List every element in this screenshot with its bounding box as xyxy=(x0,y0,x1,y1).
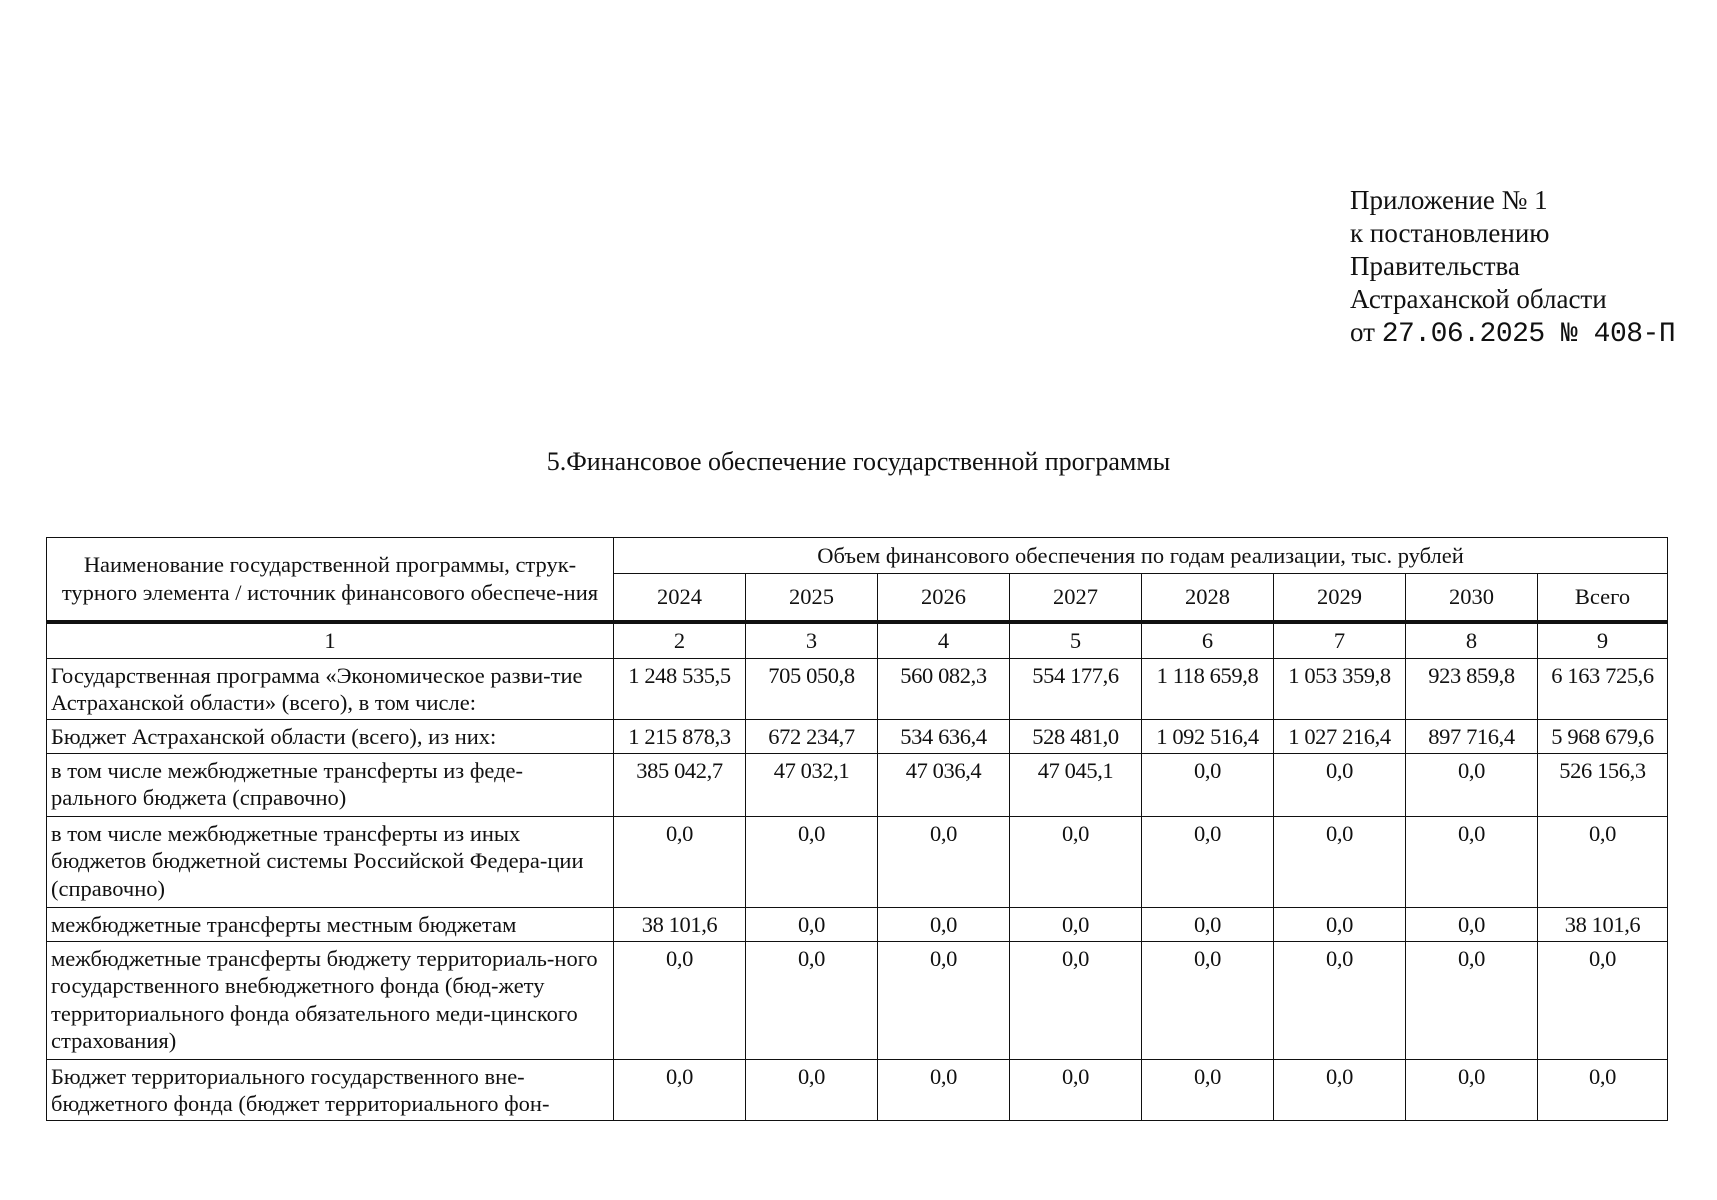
column-number: 4 xyxy=(878,622,1010,659)
row-value: 0,0 xyxy=(1406,1059,1538,1120)
table-row xyxy=(47,941,1668,1059)
row-value: 0,0 xyxy=(878,907,1010,941)
column-number: 8 xyxy=(1406,622,1538,659)
table-row xyxy=(47,753,1668,816)
row-value: 0,0 xyxy=(1274,907,1406,941)
table-row xyxy=(47,658,1668,719)
row-name: межбюджетные трансферты бюджету территориаль-ного государственного внебюджетного фонда (бюд-жету территориального фонда обязательного меди-цинского страхования) xyxy=(47,941,614,1059)
row-value: 1 215 878,3 xyxy=(614,719,746,753)
name-column-header: Наименование государственной программы, струк-турного элемента / источник финансового обеспече-ния xyxy=(47,538,614,622)
row-value: 47 032,1 xyxy=(746,753,878,816)
column-number: 1 xyxy=(47,622,614,659)
row-value: 0,0 xyxy=(1010,907,1142,941)
row-name: межбюджетные трансферты местным бюджетам xyxy=(47,907,614,941)
appendix-date-prefix: от xyxy=(1350,317,1375,347)
row-value: 0,0 xyxy=(1142,753,1274,816)
year-header: 2026 xyxy=(878,574,1010,622)
row-value: 0,0 xyxy=(1406,816,1538,907)
row-total: 526 156,3 xyxy=(1538,753,1668,816)
row-value: 47 045,1 xyxy=(1010,753,1142,816)
appendix-line-3: Правительства xyxy=(1350,251,1520,281)
row-name: в том числе межбюджетные трансферты из феде-рального бюджета (справочно) xyxy=(47,753,614,816)
row-value: 0,0 xyxy=(746,816,878,907)
row-value: 0,0 xyxy=(746,941,878,1059)
row-name: Государственная программа «Экономическое разви-тие Астраханской области» (всего), в том числе: xyxy=(47,658,614,719)
row-value: 0,0 xyxy=(614,1059,746,1120)
row-value: 1 053 359,8 xyxy=(1274,658,1406,719)
row-value: 0,0 xyxy=(1274,941,1406,1059)
appendix-line-1: Приложение № 1 xyxy=(1350,185,1548,215)
appendix-date-number: 27.06.2025 № 408-П xyxy=(1381,319,1676,350)
row-total: 0,0 xyxy=(1538,816,1668,907)
table-row xyxy=(47,907,1668,941)
row-value: 534 636,4 xyxy=(878,719,1010,753)
row-value: 0,0 xyxy=(614,941,746,1059)
row-value: 47 036,4 xyxy=(878,753,1010,816)
row-value: 528 481,0 xyxy=(1010,719,1142,753)
row-value: 672 234,7 xyxy=(746,719,878,753)
column-number: 7 xyxy=(1274,622,1406,659)
row-total: 5 968 679,6 xyxy=(1538,719,1668,753)
appendix-line-2: к постановлению xyxy=(1350,218,1550,248)
row-value: 0,0 xyxy=(1142,1059,1274,1120)
row-total: 0,0 xyxy=(1538,941,1668,1059)
row-value: 0,0 xyxy=(1406,753,1538,816)
row-value: 38 101,6 xyxy=(614,907,746,941)
column-number: 3 xyxy=(746,622,878,659)
row-value: 554 177,6 xyxy=(1010,658,1142,719)
section-title: 5.Финансовое обеспечение государственной программы xyxy=(546,447,1171,476)
row-value: 0,0 xyxy=(746,1059,878,1120)
column-number-row xyxy=(47,622,1668,659)
row-value: 0,0 xyxy=(1406,941,1538,1059)
row-value: 897 716,4 xyxy=(1406,719,1538,753)
column-number: 6 xyxy=(1142,622,1274,659)
row-total: 6 163 725,6 xyxy=(1538,658,1668,719)
year-header: 2024 xyxy=(614,574,746,622)
appendix-block xyxy=(1350,184,1675,351)
table-row xyxy=(47,719,1668,753)
row-value: 0,0 xyxy=(878,1059,1010,1120)
row-value: 0,0 xyxy=(1010,816,1142,907)
row-total: 0,0 xyxy=(1538,1059,1668,1120)
year-header: 2025 xyxy=(746,574,878,622)
row-value: 0,0 xyxy=(1274,816,1406,907)
total-header: Всего xyxy=(1538,574,1668,622)
appendix-line-5 xyxy=(1350,316,1675,351)
row-name: Бюджет территориального государственного вне-бюджетного фонда (бюджет территориального фон- xyxy=(47,1059,614,1120)
column-number: 2 xyxy=(614,622,746,659)
row-name: Бюджет Астраханской области (всего), из них: xyxy=(47,719,614,753)
row-value: 1 248 535,5 xyxy=(614,658,746,719)
row-value: 1 092 516,4 xyxy=(1142,719,1274,753)
appendix-line-4: Астраханской области xyxy=(1350,284,1607,314)
row-value: 0,0 xyxy=(746,907,878,941)
row-value: 560 082,3 xyxy=(878,658,1010,719)
year-header: 2029 xyxy=(1274,574,1406,622)
row-value: 0,0 xyxy=(1274,753,1406,816)
row-value: 705 050,8 xyxy=(746,658,878,719)
row-value: 0,0 xyxy=(1142,816,1274,907)
year-header: 2028 xyxy=(1142,574,1274,622)
table-row xyxy=(47,1059,1668,1120)
row-value: 385 042,7 xyxy=(614,753,746,816)
row-value: 923 859,8 xyxy=(1406,658,1538,719)
header-row-top xyxy=(47,538,1668,574)
row-value: 0,0 xyxy=(1142,941,1274,1059)
row-value: 1 118 659,8 xyxy=(1142,658,1274,719)
row-value: 0,0 xyxy=(614,816,746,907)
financing-table xyxy=(46,537,1668,1121)
year-header: 2027 xyxy=(1010,574,1142,622)
row-value: 1 027 216,4 xyxy=(1274,719,1406,753)
column-number: 5 xyxy=(1010,622,1142,659)
row-total: 38 101,6 xyxy=(1538,907,1668,941)
row-name: в том числе межбюджетные трансферты из иных бюджетов бюджетной системы Российской Федера-ции (справочно) xyxy=(47,816,614,907)
row-value: 0,0 xyxy=(1142,907,1274,941)
row-value: 0,0 xyxy=(878,816,1010,907)
row-value: 0,0 xyxy=(878,941,1010,1059)
column-number: 9 xyxy=(1538,622,1668,659)
row-value: 0,0 xyxy=(1406,907,1538,941)
table-row xyxy=(47,816,1668,907)
row-value: 0,0 xyxy=(1010,1059,1142,1120)
volume-header: Объем финансового обеспечения по годам реализации, тыс. рублей xyxy=(614,538,1668,574)
row-value: 0,0 xyxy=(1010,941,1142,1059)
year-header: 2030 xyxy=(1406,574,1538,622)
row-value: 0,0 xyxy=(1274,1059,1406,1120)
